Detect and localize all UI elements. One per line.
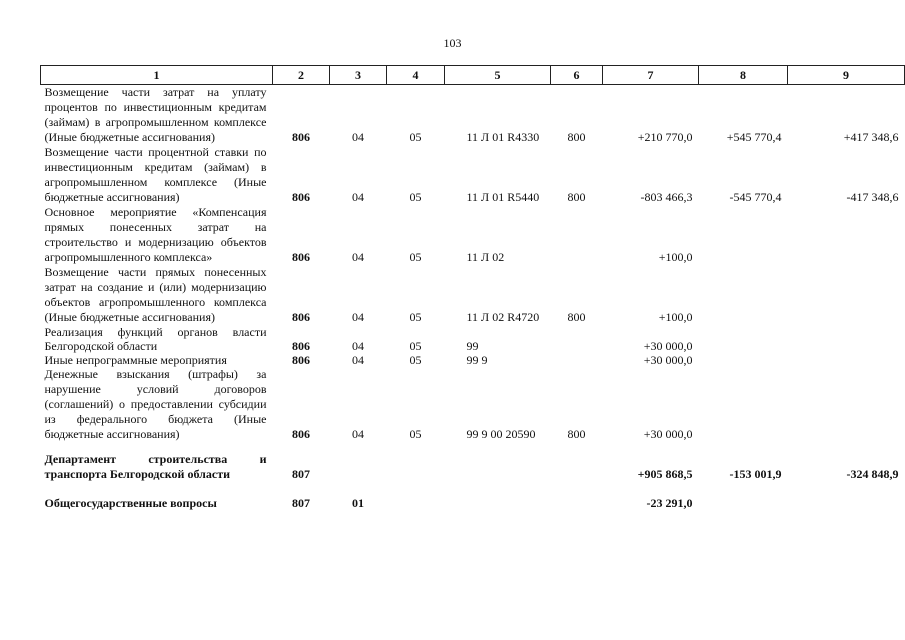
expense-type-code: 800 [567, 310, 586, 324]
amount-col7: +30 000,0 [643, 427, 693, 441]
expense-type-code [551, 325, 603, 353]
section-code: 04 [352, 130, 364, 144]
amount-col8 [699, 353, 788, 367]
section-code [330, 442, 387, 482]
ved-code: 806 [292, 427, 310, 441]
target-article-code: 99 [466, 339, 479, 353]
amount-col9 [788, 367, 905, 442]
expense-type-code [551, 442, 603, 482]
amount-col8: +545 770,4 [726, 130, 782, 144]
section-code: 04 [352, 250, 364, 264]
row-name: Общегосударственные вопросы [44, 496, 217, 510]
column-header: 7 [603, 66, 699, 85]
ved-code: 807 [292, 496, 310, 510]
ved-code: 807 [292, 467, 310, 481]
subsection-code: 05 [409, 339, 422, 353]
amount-col9 [788, 482, 905, 511]
subsection-code: 05 [409, 427, 422, 441]
subsection-code: 05 [409, 190, 422, 204]
row-name: Возмещение части затрат на уплату процентов по инвестиционным кредитам (займам) в агропромышленном комплексе (Иные бюджетные ассигнования) [44, 85, 267, 144]
section-code: 04 [352, 427, 364, 441]
table-row [41, 205, 905, 265]
amount-col7: +100,0 [658, 310, 693, 324]
amount-col8 [699, 482, 788, 511]
amount-col7: +100,0 [658, 250, 693, 264]
row-name: Реализация функций органов власти Белгородской области [44, 325, 267, 353]
table-row [41, 353, 905, 367]
column-header: 5 [445, 66, 551, 85]
amount-col8 [699, 265, 788, 325]
amount-col8: -545 770,4 [729, 190, 782, 204]
amount-col7: -803 466,3 [640, 190, 693, 204]
amount-col7: +210 770,0 [637, 130, 693, 144]
ved-code: 806 [292, 310, 310, 324]
row-name: Возмещение части процентной ставки по инвестиционным кредитам (займам) в агропромышленном комплексе (Иные бюджетные ассигнования) [44, 145, 267, 204]
expense-type-code: 800 [567, 130, 586, 144]
column-header: 2 [273, 66, 330, 85]
row-name: Департамент строительства и транспорта Белгородской области [44, 452, 267, 481]
ved-code: 806 [292, 250, 310, 264]
section-code: 04 [352, 310, 364, 324]
section-code: 01 [352, 496, 364, 510]
column-header: 1 [41, 66, 273, 85]
target-article-code: 99 9 00 20590 [466, 427, 536, 441]
row-name: Иные непрограммные мероприятия [44, 353, 227, 367]
subsection-code: 05 [409, 310, 422, 324]
subsection-code [387, 482, 445, 511]
row-name: Возмещение части прямых понесенных затрат на создание и (или) модернизацию объектов агропромышленного комплекса (Иные бюджетные ассигнования) [44, 265, 267, 324]
table-row [41, 145, 905, 205]
expense-type-code: 800 [567, 427, 586, 441]
ved-code: 806 [292, 339, 310, 353]
target-article-code: 11 Л 02 [466, 250, 505, 264]
amount-col9 [788, 205, 905, 265]
amount-col7: -23 291,0 [646, 496, 693, 510]
table-row [41, 325, 905, 353]
amount-col9: -324 848,9 [846, 467, 899, 481]
expense-type-code [551, 482, 603, 511]
subsection-code: 05 [409, 250, 422, 264]
table-row [41, 442, 905, 482]
table-row [41, 265, 905, 325]
ved-code: 806 [292, 130, 310, 144]
column-header: 8 [699, 66, 788, 85]
target-article-code: 99 9 [466, 353, 488, 367]
target-article-code: 11 Л 01 R5440 [466, 190, 540, 204]
table-header-row [41, 66, 905, 85]
section-code: 04 [352, 190, 364, 204]
amount-col9 [788, 353, 905, 367]
section-code: 04 [352, 339, 364, 353]
amount-col7: +30 000,0 [643, 339, 693, 353]
table-row [41, 482, 905, 511]
table-row [41, 367, 905, 442]
amount-col8 [699, 325, 788, 353]
ved-code: 806 [292, 353, 310, 367]
ved-code: 806 [292, 190, 310, 204]
column-header: 6 [551, 66, 603, 85]
amount-col8 [699, 205, 788, 265]
expense-type-code [551, 205, 603, 265]
amount-col7: +905 868,5 [637, 467, 693, 481]
amount-col8: -153 001,9 [729, 467, 782, 481]
amount-col8 [699, 367, 788, 442]
column-header: 3 [330, 66, 387, 85]
target-article-code: 11 Л 02 R4720 [466, 310, 540, 324]
amount-col9: +417 348,6 [843, 130, 899, 144]
column-header: 4 [387, 66, 445, 85]
expense-type-code [551, 353, 603, 367]
amount-col7: +30 000,0 [643, 353, 693, 367]
row-name: Денежные взыскания (штрафы) за нарушение условий договоров (соглашений) о предоставлении субсидии из федерального бюджета (Иные бюджетные ассигнования) [44, 367, 267, 441]
target-article-code: 11 Л 01 R4330 [466, 130, 540, 144]
column-header: 9 [788, 66, 905, 85]
amount-col9: -417 348,6 [846, 190, 899, 204]
amount-col9 [788, 265, 905, 325]
row-name: Основное мероприятие «Компенсация прямых понесенных затрат на строительство и модернизацию объектов агропромышленного комплекса» [44, 205, 267, 264]
page-number: 103 [443, 36, 462, 50]
subsection-code: 05 [409, 130, 422, 144]
section-code: 04 [352, 353, 364, 367]
expense-type-code: 800 [567, 190, 586, 204]
budget-table [40, 65, 905, 511]
target-article-code [445, 442, 551, 482]
table-row [41, 85, 905, 146]
target-article-code [445, 482, 551, 511]
amount-col9 [788, 325, 905, 353]
subsection-code [387, 442, 445, 482]
subsection-code: 05 [409, 353, 422, 367]
